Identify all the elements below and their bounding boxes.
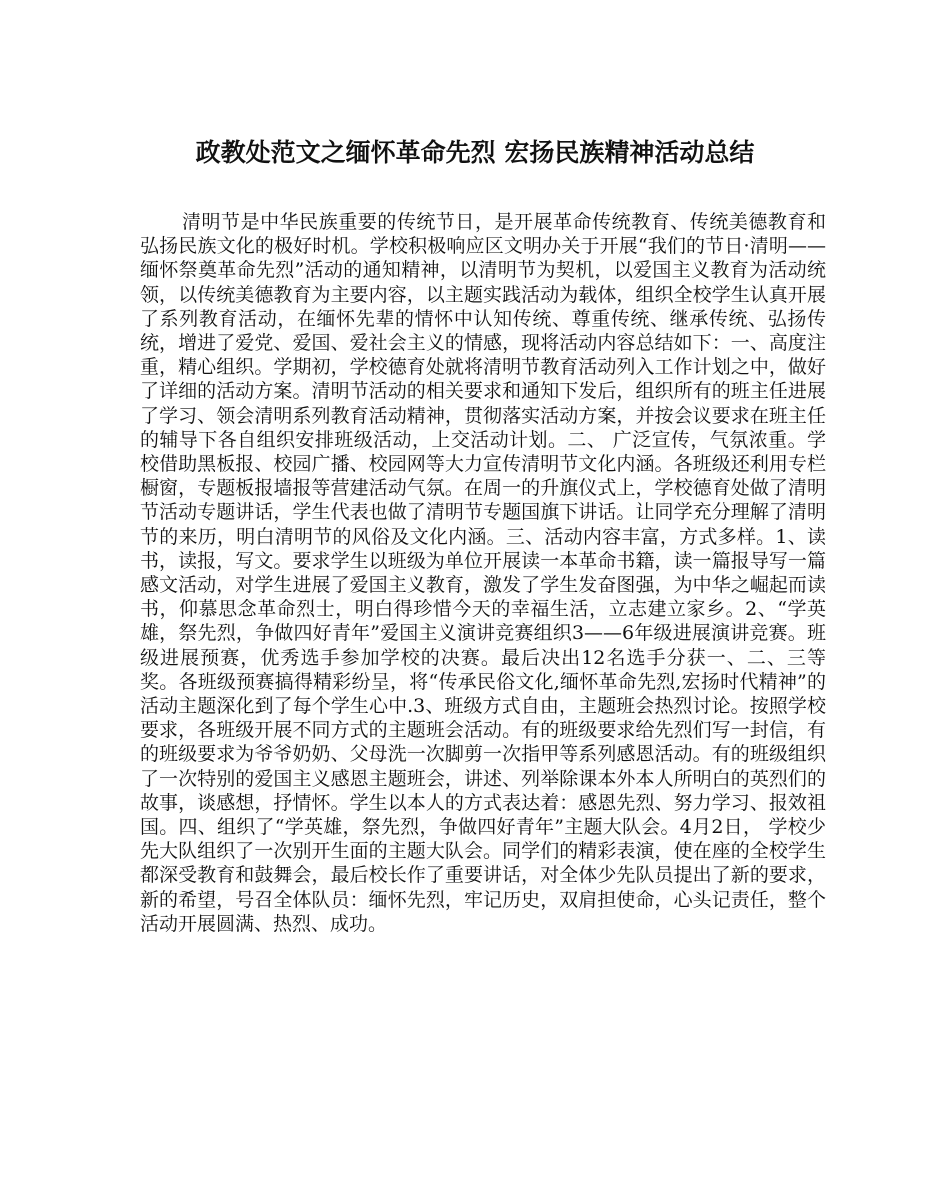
- document-body-paragraph: 清明节是中华民族重要的传统节日，是开展革命传统教育、传统美德教育和弘扬民族文化的极好时机。学校积极响应区文明办关于开展“我们的节日·清明——缅怀祭奠革命先烈”活动的通知精神，以清明节为契机，以爱国主义教育为活动统领，以传统美德教育为主要内容，以主题实践活动为载体，组织全校学生认真开展了系列教育活动，在缅怀先辈的情怀中认知传统、尊重传统、继承传统、弘扬传统，增进了爱党、爱国、爱社会主义的情感，现将活动内容总结如下：一、高度注重，精心组织。学期初，学校德育处就将清明节教育活动列入工作计划之中，做好了详细的活动方案。清明节活动的相关要求和通知下发后，组织所有的班主任进展了学习、领会清明系列教育活动精神，贯彻落实活动方案，并按会议要求在班主任的辅导下各自组织安排班级活动，上交活动计划。二、 广泛宣传，气氛浓重。学校借助黑板报、校园广播、校园网等大力宣传清明节文化内涵。各班级还利用专栏橱窗，专题板报墙报等营建活动气氛。在周一的升旗仪式上，学校德育处做了清明节活动专题讲话，学生代表也做了清明节专题国旗下讲话。让同学充分理解了清明节的来历，明白清明节的风俗及文化内涵。三、活动内容丰富，方式多样。1、读书，读报，写文。要求学生以班级为单位开展读一本革命书籍，读一篇报导写一篇感文活动，对学生进展了爱国主义教育，激发了学生发奋图强，为中华之崛起而读书，仰慕思念革命烈士，明白得珍惜今天的幸福生活，立志建立家乡。2、“学英雄，祭先烈，争做四好青年”爱国主义演讲竞赛组织3——6年级进展演讲竞赛。班级进展预赛，优秀选手参加学校的决赛。最后决出12名选手分获一、二、三等奖。各班级预赛搞得精彩纷呈，将“传承民俗文化,缅怀革命先烈,宏扬时代精神”的活动主题深化到了每个学生心中.3、班级方式自由，主题班会热烈讨论。按照学校要求，各班级开展不同方式的主题班会活动。有的班级要求给先烈们写一封信，有的班级要求为爷爷奶奶、父母洗一次脚剪一次指甲等系列感恩活动。有的班级组织了一次特别的爱国主义感恩主题班会，讲述、列举除课本外本人所明白的英烈们的故事，谈感想，抒情怀。学生以本人的方式表达着：感恩先烈、努力学习、报效祖国。四、组织了“学英雄，祭先烈，争做四好青年”主题大队会。4月2日， 学校少先大队组织了一次别开生面的主题大队会。同学们的精彩表演，使在座的全校学生都深受教育和鼓舞会，最后校长作了重要讲话，对全体少先队员提出了新的要求，新的希望，号召全体队员：缅怀先烈，牢记历史，双肩担使命，心头记责任，整个活动开展圆满、热烈、成功。: [140, 211, 826, 935]
- document-title: 政教处范文之缅怀革命先烈 宏扬民族精神活动总结: [195, 138, 755, 167]
